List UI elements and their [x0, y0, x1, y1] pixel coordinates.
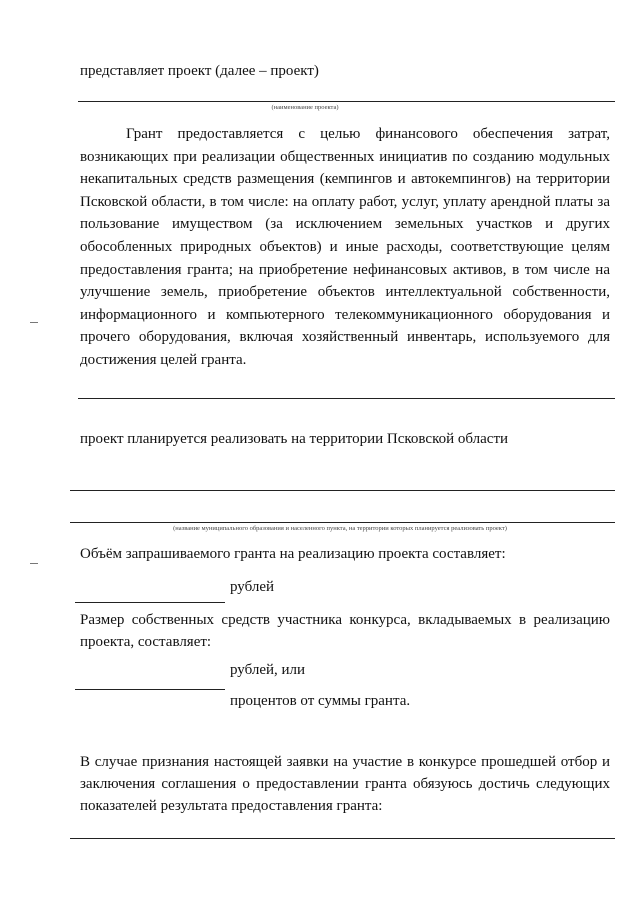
blank-line-1 — [78, 398, 615, 399]
own-funds-rubles-label: рублей, или — [230, 662, 306, 678]
project-name-caption: (наименование проекта) — [271, 104, 339, 111]
grant-rubles-label: рублей — [230, 579, 275, 595]
territory-caption: (название муниципального образования и населенного пункта, на территории которых планируется реализовать проект) — [173, 525, 507, 532]
territory-line: проект планируется реализовать на территории Псковской области — [80, 431, 509, 447]
commitment-paragraph: В случае признания настоящей заявки на участие в конкурсе прошедшей отбор и заключения соглашения о предоставлении гранта обязуюсь достичь следующих показателей результата предоставления гранта: — [80, 754, 610, 814]
territory-blank-line-2 — [70, 522, 615, 523]
territory-blank-line-1 — [70, 490, 615, 491]
scan-mark-1 — [30, 322, 38, 323]
intro-line: представляет проект (далее – проект) — [80, 63, 319, 79]
own-funds-blank-line — [75, 689, 225, 690]
project-name-blank-line — [78, 101, 615, 102]
percent-label: процентов от суммы гранта. — [230, 693, 411, 709]
grant-amount-label: Объём запрашиваемого гранта на реализацию проекта составляет: — [80, 546, 506, 562]
grant-amount-blank-line — [75, 602, 225, 603]
grant-purpose-paragraph: Грант предоставляется с целью финансового обеспечения затрат, возникающих при реализации общественных инициатив по созданию модульных некапитальных средств размещения (кемпингов и автокемпингов) на территории Псковской области, в том числе: на оплату работ, услуг, уплату арендной платы за пользование имуществом (за исключением земельных участков и других обособленных природных объектов) и иные расходы, соответствующие целям предоставления гранта; на приобретение нефинансовых активов, в том числе на улучшение земель, приобретение объектов интеллектуальной собственности, информационного и компьютерного телекоммуникационного оборудования и прочего оборудования, включая хозяйственный инвентарь, используемого для достижения целей гранта. — [80, 126, 610, 368]
scan-mark-2 — [30, 563, 38, 564]
own-funds-paragraph: Размер собственных средств участника конкурса, вкладываемых в реализацию проекта, составляет: — [80, 612, 610, 650]
indicators-blank-line — [70, 838, 615, 839]
